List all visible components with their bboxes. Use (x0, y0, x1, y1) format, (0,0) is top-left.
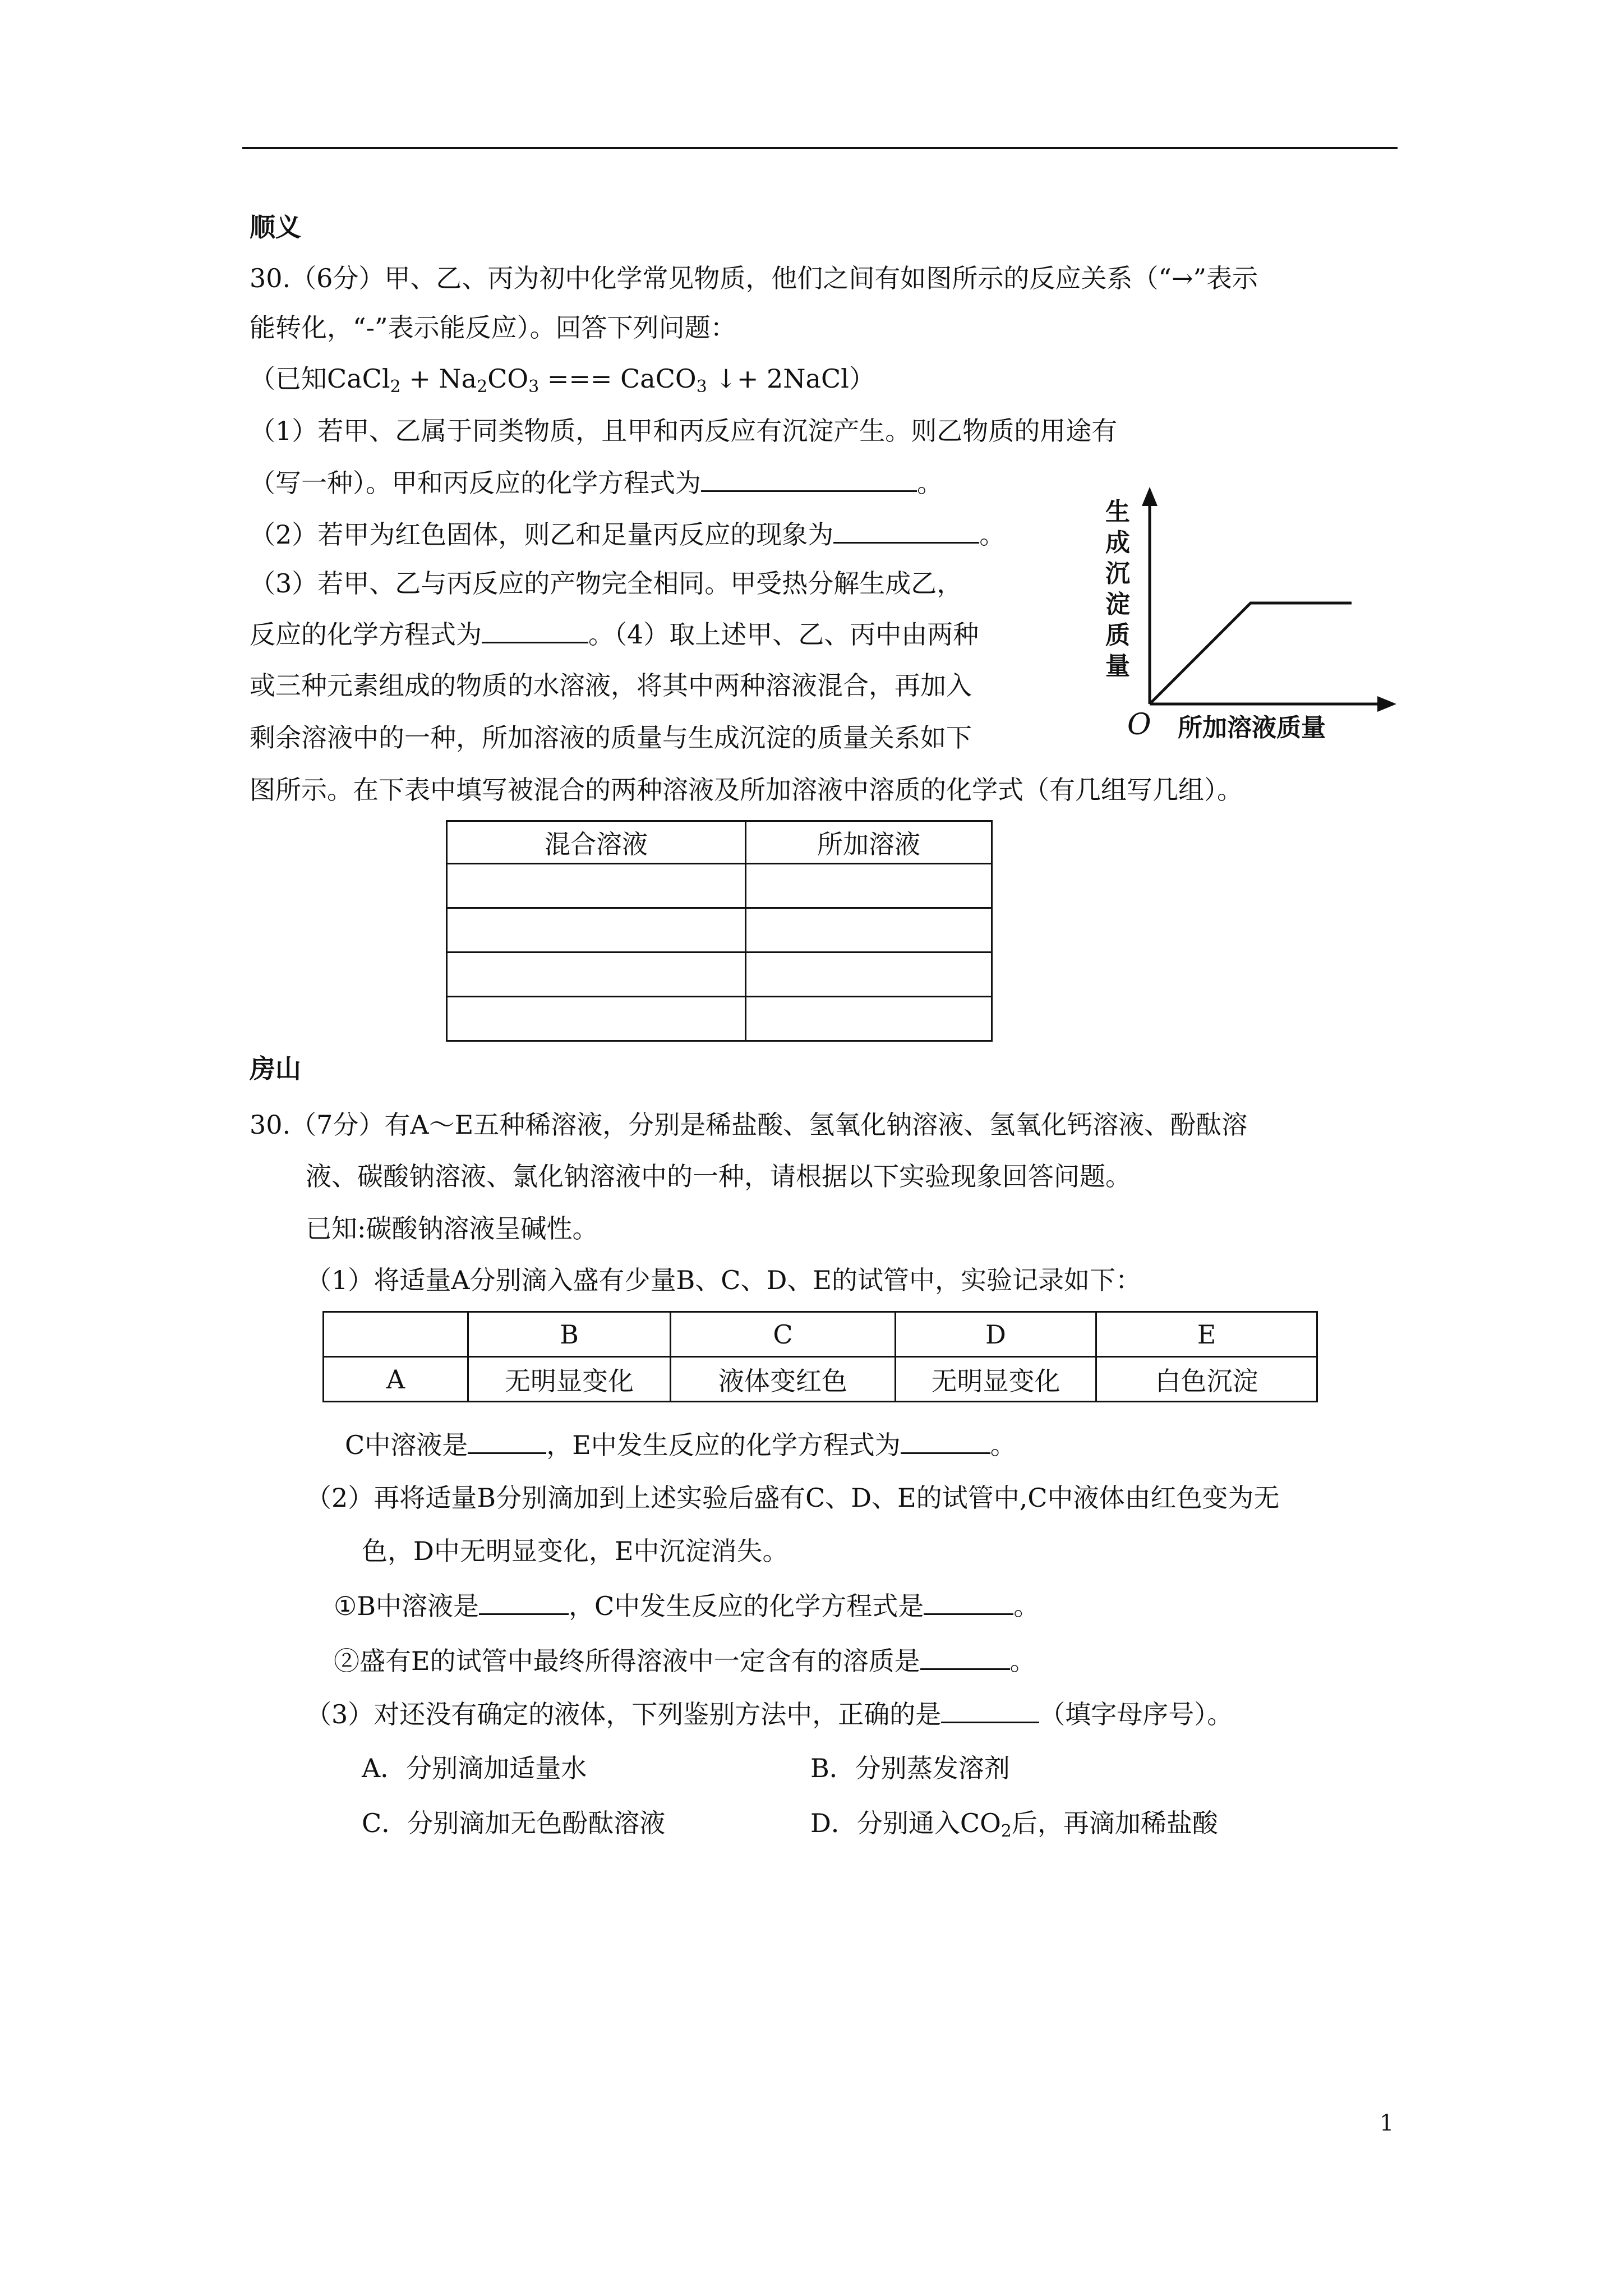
answer-blank[interactable] (468, 1428, 546, 1454)
known-equation-part: （已知CaCl (250, 364, 390, 394)
section-heading-shunyi: 顺义 (250, 212, 301, 242)
part2-q1-line (334, 1589, 1039, 1623)
subscript: 2 (477, 377, 488, 397)
known-equation-part: ↓+ 2NaCl） (707, 364, 875, 394)
punctuation: 。 (990, 1430, 1016, 1460)
y-axis-label (1104, 496, 1132, 682)
answer-blank[interactable] (701, 466, 917, 492)
answer-blank[interactable] (479, 1589, 569, 1615)
part2-q1-text: ，C中发生反应的化学方程式是 (569, 1591, 924, 1621)
option-a: A．分别滴加适量水 (362, 1753, 587, 1783)
part4-line1: 或三种元素组成的物质的水溶液，将其中两种溶液混合，再加入 (250, 670, 972, 701)
answer-table-1 (446, 820, 993, 1042)
table-header: 混合溶液 (447, 821, 746, 864)
experiment-table (322, 1311, 1318, 1402)
part3-line (306, 1697, 1233, 1731)
question-30-line1: 30.（6分）甲、乙、丙为初中化学常见物质，他们之间有如图所示的反应关系（“→”表示 (250, 263, 1258, 293)
section-heading-fangshan: 房山 (250, 1053, 301, 1084)
option-c: C．分别滴加无色酚酞溶液 (362, 1808, 666, 1838)
option-b: B．分别蒸发溶剂 (810, 1753, 1010, 1783)
x-axis-label: 所加溶液质量 (1178, 714, 1326, 742)
table-cell[interactable] (447, 953, 746, 997)
table-cell: A (324, 1357, 468, 1402)
table-header (324, 1312, 468, 1357)
part3-line2-text: 反应的化学方程式为 (250, 619, 482, 650)
table-cell: 无明显变化 (896, 1357, 1096, 1402)
y-axis-arrow (1142, 487, 1158, 506)
table-header: 所加溶液 (746, 821, 992, 864)
answer-blank[interactable] (924, 1589, 1013, 1615)
part3-line2-tail: 。（4）取上述甲、乙、丙中由两种 (588, 619, 979, 650)
part2-q2-text: ②盛有E的试管中最终所得溶液中一定含有的溶质是 (334, 1646, 920, 1676)
subscript: 2 (390, 377, 401, 397)
table-cell: 白色沉淀 (1096, 1357, 1317, 1402)
punctuation: 。 (917, 468, 943, 498)
known-equation-part: CO (487, 364, 529, 394)
table-cell[interactable] (447, 864, 746, 908)
answer-blank[interactable] (482, 617, 588, 643)
option-d (810, 1806, 1218, 1840)
part3-line2 (250, 617, 979, 651)
table-cell[interactable] (746, 908, 992, 953)
known-equation-part: + Na (400, 364, 477, 394)
table-cell: 液体变红色 (671, 1357, 896, 1402)
punctuation: 。 (1013, 1591, 1040, 1621)
punctuation: 。 (979, 519, 1006, 550)
question-30-line2: 能转化，“-”表示能反应）。回答下列问题： (250, 312, 736, 343)
table-cell[interactable] (746, 997, 992, 1041)
page-number: 1 (1380, 2110, 1394, 2136)
known-note: 已知:碳酸钠溶液呈碱性。 (306, 1213, 598, 1244)
y-axis-char: 成 (1105, 528, 1130, 557)
part2-text: （2）若甲为红色固体，则乙和足量丙反应的现象为 (250, 519, 834, 550)
part4-line3: 图所示。在下表中填写被混合的两种溶液及所加溶液中溶质的化学式（有几组写几组）。 (250, 775, 1243, 805)
subscript: 3 (528, 377, 540, 397)
question-30b-line1: 30.（7分）有A～E五种稀溶液，分别是稀盐酸、氢氧化钠溶液、氢氧化钙溶液、酚酞溶 (250, 1110, 1248, 1140)
table-cell: 无明显变化 (468, 1357, 671, 1402)
known-equation (250, 362, 875, 395)
part1-answer-line (345, 1428, 1016, 1462)
subscript: 2 (1000, 1821, 1012, 1841)
known-equation-part: === CaCO (539, 364, 697, 394)
question-30b-line2: 液、碳酸钠溶液、氯化钠溶液中的一种，请根据以下实验现象回答问题。 (306, 1161, 1131, 1191)
part2-line2: 色，D中无明显变化，E中沉淀消失。 (362, 1536, 789, 1566)
part1-answer-text: C中溶液是 (345, 1430, 468, 1460)
header-rule (242, 147, 1398, 149)
origin-label: O (1127, 708, 1151, 742)
data-line (1150, 603, 1352, 704)
part1-line1: （1）若甲、乙属于同类物质，且甲和丙反应有沉淀产生。则乙物质的用途有 (250, 416, 1118, 446)
table-header: D (896, 1312, 1096, 1357)
part2-line1: （2）再将适量B分别滴加到上述实验后盛有C、D、E的试管中,C中液体由红色变为无 (306, 1483, 1280, 1513)
answer-blank[interactable] (901, 1428, 990, 1454)
y-axis-char: 质 (1105, 621, 1130, 650)
table-cell[interactable] (447, 997, 746, 1041)
y-axis-char: 淀 (1105, 590, 1130, 619)
table-cell[interactable] (447, 908, 746, 953)
part3-line1: （3）若甲、乙与丙反应的产物完全相同。甲受热分解生成乙， (250, 568, 963, 599)
subscript: 3 (696, 377, 707, 397)
part3-text-tail: （填字母序号）。 (1039, 1699, 1233, 1729)
table-header: E (1096, 1312, 1317, 1357)
punctuation: 。 (1009, 1646, 1036, 1676)
option-d-text: D．分别通入CO (810, 1808, 1001, 1838)
y-axis-char: 沉 (1105, 559, 1130, 588)
answer-blank[interactable] (833, 517, 979, 544)
table-header: C (671, 1312, 896, 1357)
y-axis-char: 量 (1105, 652, 1130, 680)
x-axis-arrow (1377, 696, 1396, 712)
part2-q1-text: ①B中溶液是 (334, 1591, 479, 1621)
part1-answer-text: ，E中发生反应的化学方程式为 (546, 1430, 901, 1460)
part2-line (250, 517, 1005, 551)
part3-text: （3）对还没有确定的液体，下列鉴别方法中，正确的是 (306, 1699, 942, 1729)
table-cell[interactable] (746, 864, 992, 908)
part1-line2 (250, 466, 943, 500)
option-d-text: 后，再滴加稀盐酸 (1011, 1808, 1218, 1838)
part1-intro: （1）将适量A分别滴入盛有少量B、C、D、E的试管中，实验记录如下： (306, 1265, 1141, 1295)
y-axis-char: 生 (1105, 498, 1130, 526)
part4-line2: 剩余溶液中的一种，所加溶液的质量与生成沉淀的质量关系如下 (250, 723, 972, 753)
table-cell[interactable] (746, 953, 992, 997)
answer-blank[interactable] (941, 1697, 1039, 1723)
part1-line2-text: （写一种）。甲和丙反应的化学方程式为 (250, 468, 701, 498)
answer-blank[interactable] (920, 1644, 1010, 1670)
table-header: B (468, 1312, 671, 1357)
part2-q2-line (334, 1644, 1036, 1678)
